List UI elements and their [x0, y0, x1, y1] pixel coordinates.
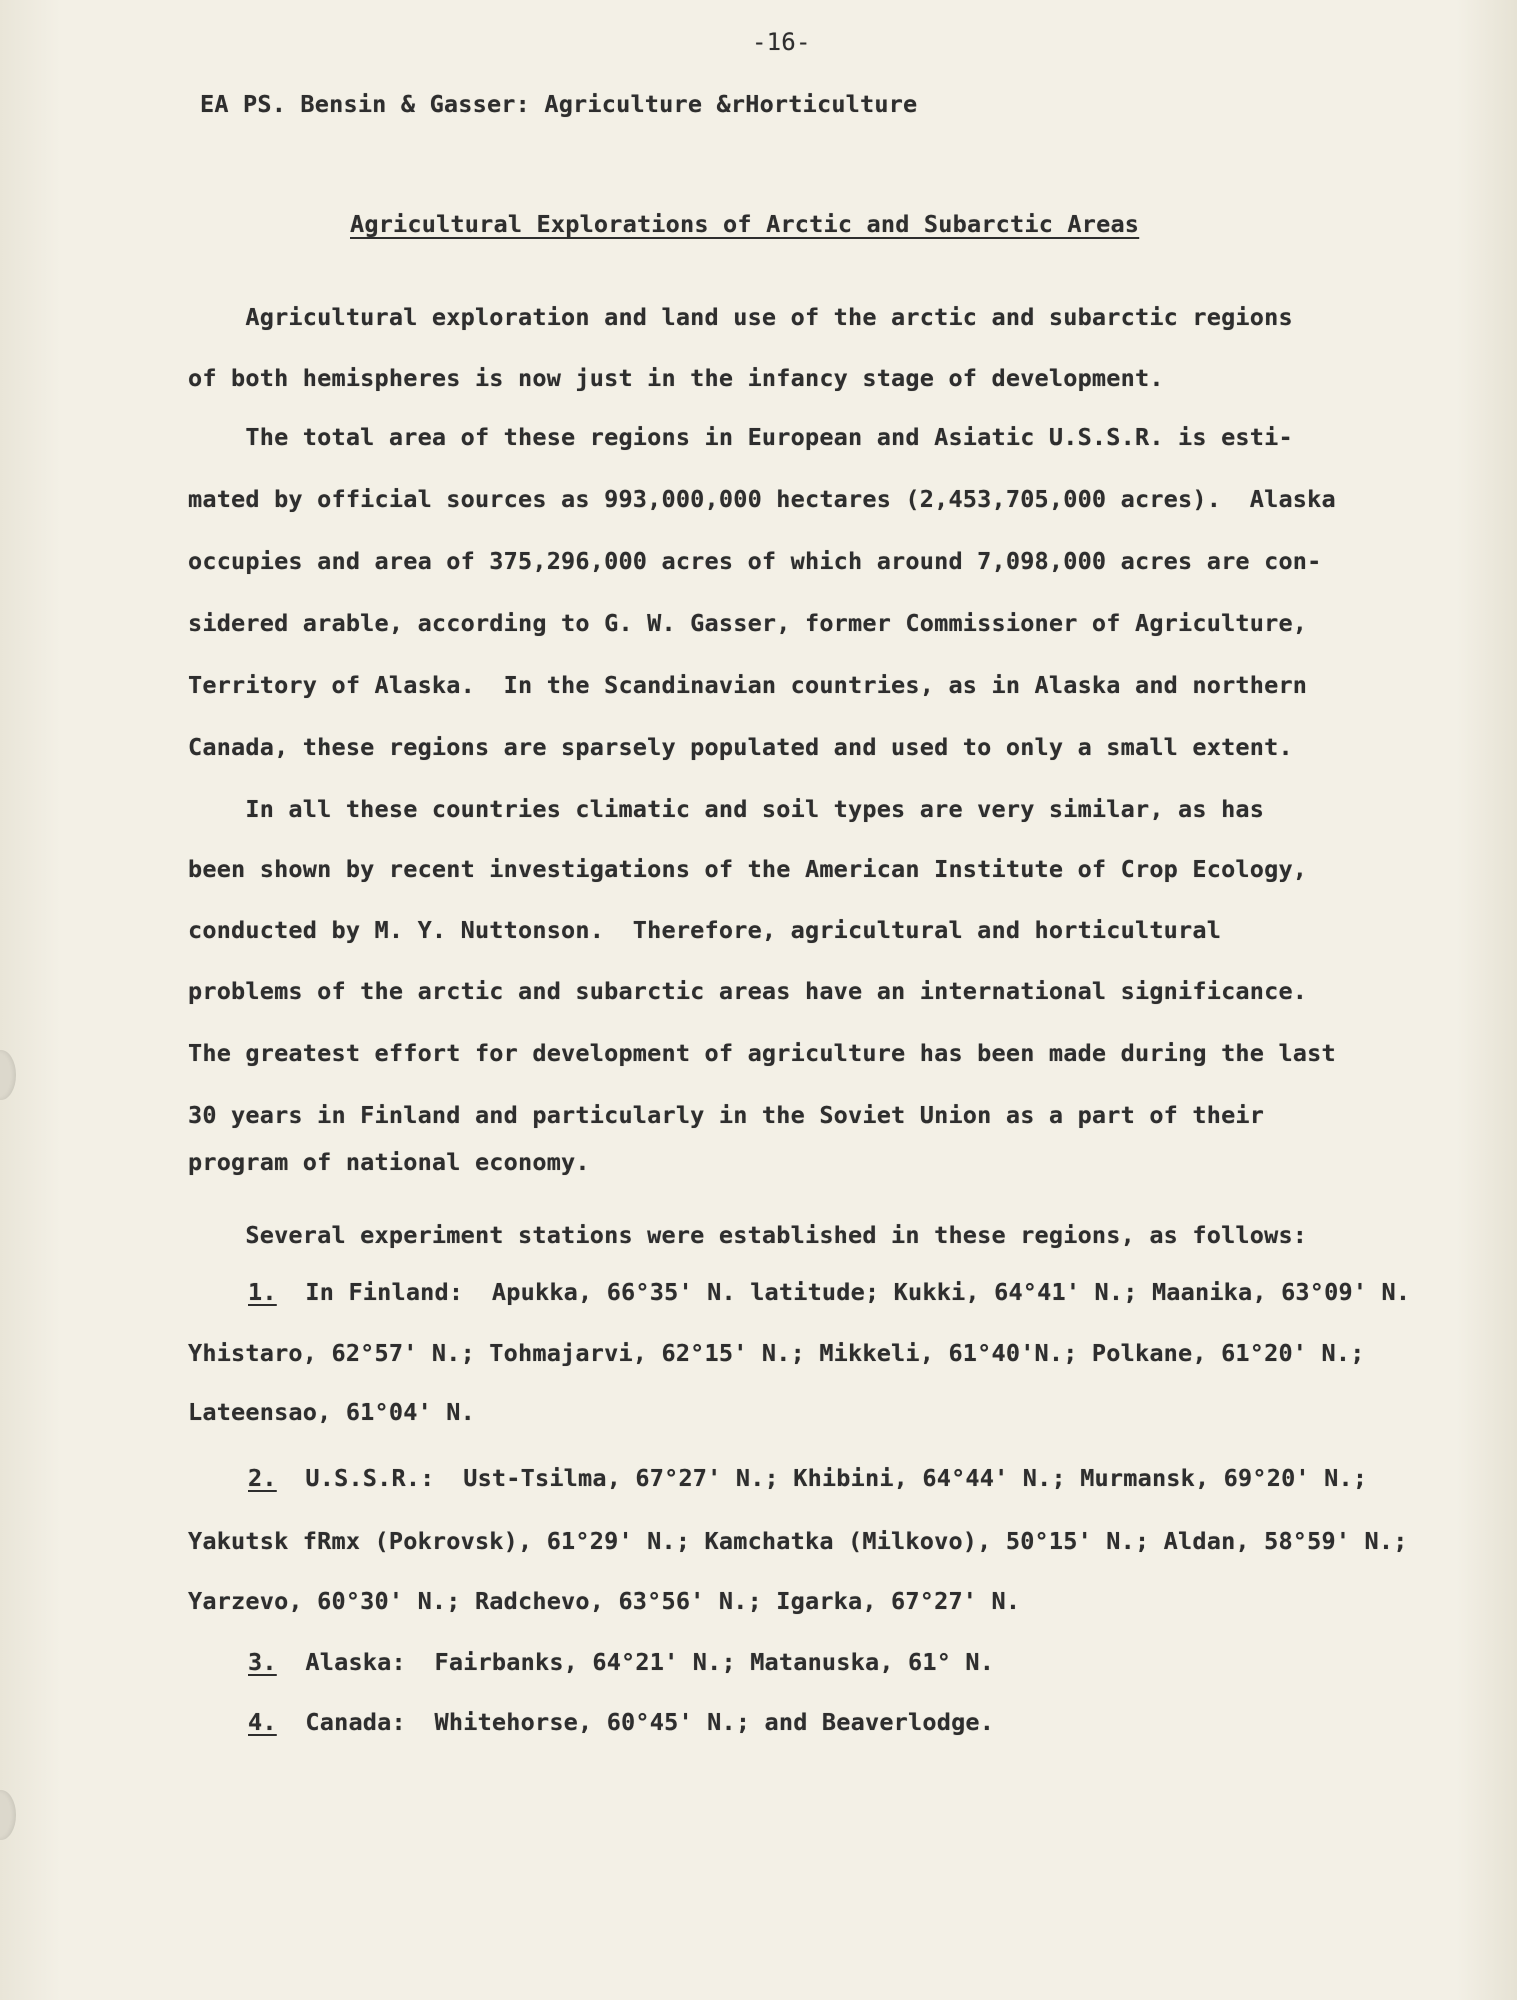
list-continuation: Yhistaro, 62°57' N.; Tohmajarvi, 62°15' N.; Mikkeli, 61°40'N.; Polkane, 61°20' N.;: [188, 1339, 1365, 1367]
document-title: Agricultural Explorations of Arctic and Subarctic Areas: [350, 210, 1140, 238]
body-line: 30 years in Finland and particularly in the Soviet Union as a part of their: [188, 1101, 1265, 1129]
body-line: The total area of these regions in European and Asiatic U.S.S.R. is esti-: [188, 423, 1293, 451]
list-item-2: [248, 1464, 1367, 1492]
list-number: 4.: [248, 1708, 277, 1736]
header-line: EA PS. Bensin & Gasser: Agriculture &rHorticulture: [200, 90, 918, 118]
page-number: -16-: [752, 28, 811, 56]
body-line: The greatest effort for development of agriculture has been made during the last: [188, 1039, 1336, 1067]
list-text: Canada: Whitehorse, 60°45' N.; and Beaverlodge.: [276, 1708, 995, 1736]
body-line: problems of the arctic and subarctic areas have an international significance.: [188, 977, 1308, 1005]
body-line: been shown by recent investigations of the American Institute of Crop Ecology,: [188, 855, 1308, 883]
body-line: mated by official sources as 993,000,000 hectares (2,453,705,000 acres). Alaska: [188, 485, 1336, 513]
list-text: In Finland: Apukka, 66°35' N. latitude; Kukki, 64°41' N.; Maanika, 63°09' N.: [276, 1278, 1411, 1306]
body-line: of both hemispheres is now just in the infancy stage of development.: [188, 364, 1164, 392]
list-text: U.S.S.R.: Ust-Tsilma, 67°27' N.; Khibini, 64°44' N.; Murmansk, 69°20' N.;: [276, 1464, 1368, 1492]
list-continuation: Yakutsk fRmx (Pokrovsk), 61°29' N.; Kamchatka (Milkovo), 50°15' N.; Aldan, 58°59' N.;: [188, 1527, 1408, 1555]
body-line: In all these countries climatic and soil types are very similar, as has: [188, 795, 1265, 823]
body-line: Territory of Alaska. In the Scandinavian countries, as in Alaska and northern: [188, 671, 1308, 699]
list-item-4: [248, 1708, 994, 1736]
body-line: occupies and area of 375,296,000 acres of which around 7,098,000 acres are con-: [188, 547, 1322, 575]
body-line: Agricultural exploration and land use of the arctic and subarctic regions: [188, 303, 1293, 331]
body-line: Several experiment stations were established in these regions, as follows:: [188, 1221, 1308, 1249]
body-line: conducted by M. Y. Nuttonson. Therefore, agricultural and horticultural: [188, 916, 1222, 944]
list-continuation: Yarzevo, 60°30' N.; Radchevo, 63°56' N.; Igarka, 67°27' N.: [188, 1587, 1021, 1615]
binder-hole: [0, 1050, 16, 1100]
list-item-3: [248, 1648, 994, 1676]
body-line: Canada, these regions are sparsely populated and used to only a small extent.: [188, 733, 1293, 761]
list-number: 2.: [248, 1464, 277, 1492]
list-item-1: [248, 1278, 1410, 1306]
list-number: 3.: [248, 1648, 277, 1676]
list-text: Alaska: Fairbanks, 64°21' N.; Matanuska, 61° N.: [276, 1648, 995, 1676]
body-line: sidered arable, according to G. W. Gasser, former Commissioner of Agriculture,: [188, 609, 1308, 637]
binder-hole: [0, 1790, 16, 1840]
body-line: program of national economy.: [188, 1148, 590, 1176]
list-continuation: Lateensao, 61°04' N.: [188, 1398, 475, 1426]
list-number: 1.: [248, 1278, 277, 1306]
